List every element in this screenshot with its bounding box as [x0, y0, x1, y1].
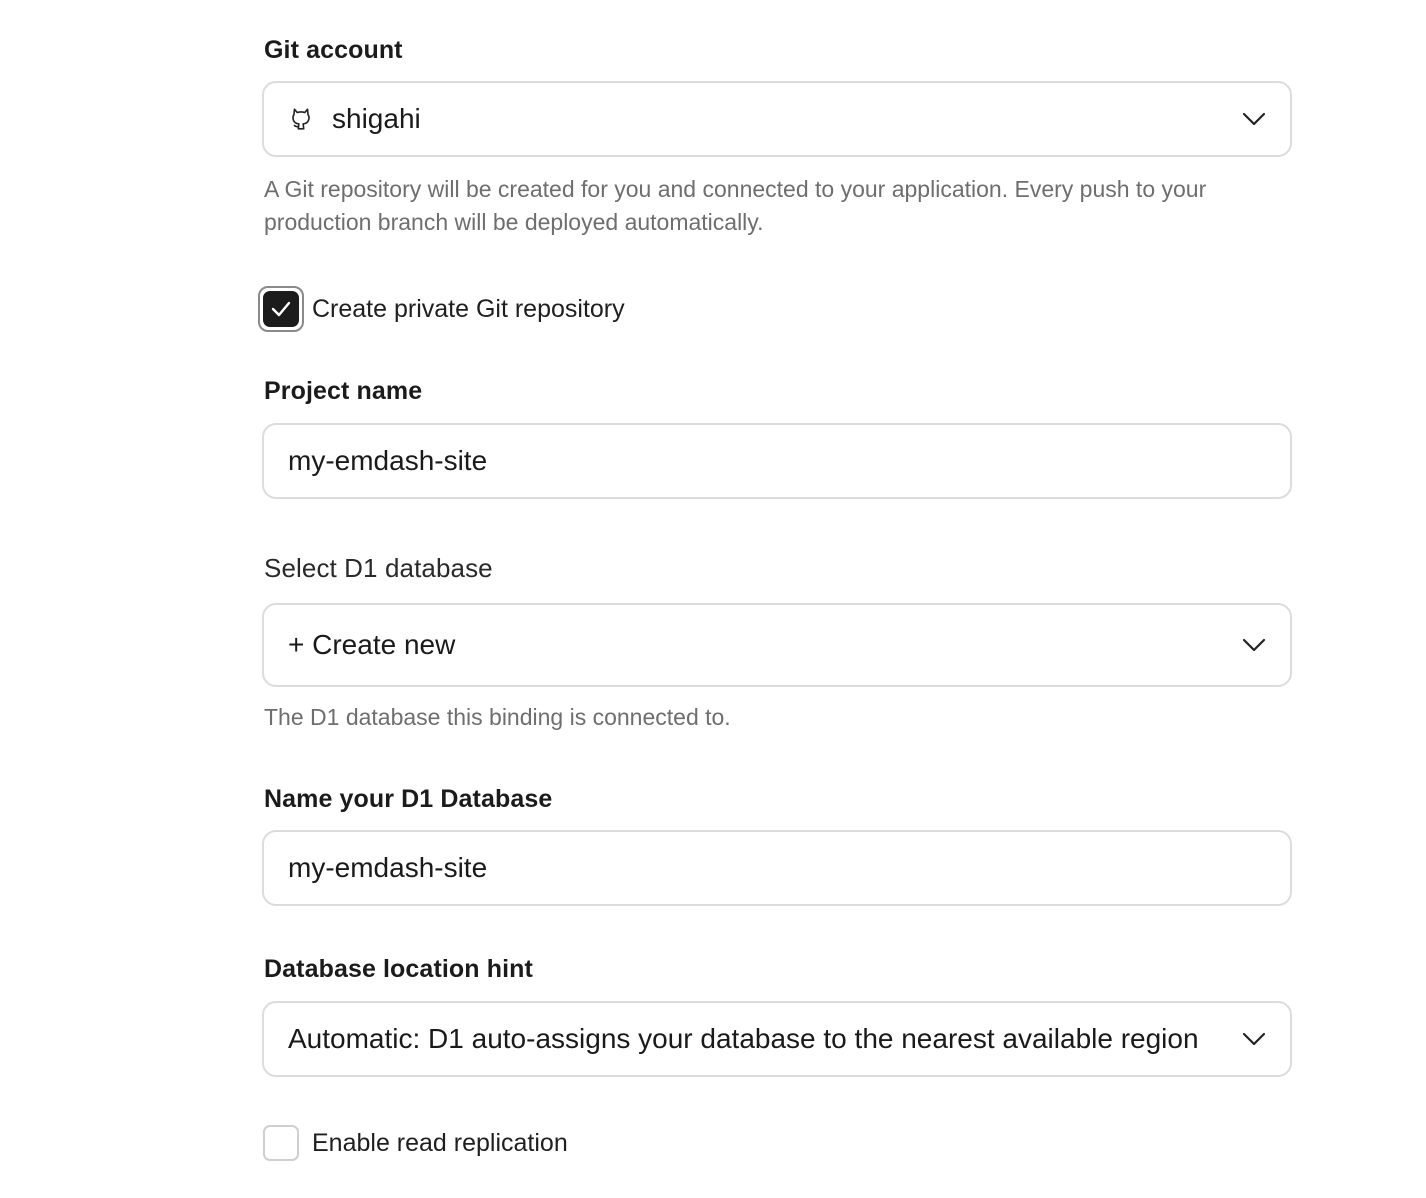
private-repo-row[interactable]	[258, 286, 625, 332]
github-icon	[288, 106, 314, 132]
read-replication-row[interactable]	[258, 1120, 568, 1166]
chevron-down-icon	[1242, 112, 1266, 126]
chevron-down-icon	[1242, 1032, 1266, 1046]
git-account-value: shigahi	[332, 103, 421, 134]
read-replication-checkbox[interactable]	[263, 1125, 299, 1161]
d1-database-help: The D1 database this binding is connected to.	[264, 704, 731, 730]
git-account-help: A Git repository will be created for you and connected to your application. Every push to your production branch will be deployed automatically.	[264, 176, 1207, 235]
private-repo-checkbox[interactable]	[258, 286, 304, 332]
d1-name-value: my-emdash-site	[288, 852, 488, 883]
private-repo-label: Create private Git repository	[312, 294, 625, 323]
git-account-select[interactable]	[262, 81, 1292, 157]
project-name-label: Project name	[264, 377, 423, 405]
location-hint-label: Database location hint	[264, 955, 533, 983]
d1-database-label: Select D1 database	[264, 553, 493, 583]
d1-name-input[interactable]	[262, 830, 1292, 906]
read-replication-label: Enable read replication	[312, 1128, 568, 1157]
project-name-value: my-emdash-site	[288, 445, 488, 476]
project-name-input[interactable]	[262, 423, 1292, 499]
chevron-down-icon	[1242, 638, 1266, 652]
checkmark-icon	[270, 300, 292, 318]
d1-name-label: Name your D1 Database	[264, 785, 553, 813]
location-hint-select[interactable]	[262, 1001, 1292, 1077]
d1-database-select[interactable]	[262, 603, 1292, 687]
git-account-label: Git account	[264, 36, 403, 64]
d1-database-value: + Create new	[288, 629, 456, 660]
location-hint-value: Automatic: D1 auto-assigns your database to the nearest available region	[288, 1023, 1199, 1054]
